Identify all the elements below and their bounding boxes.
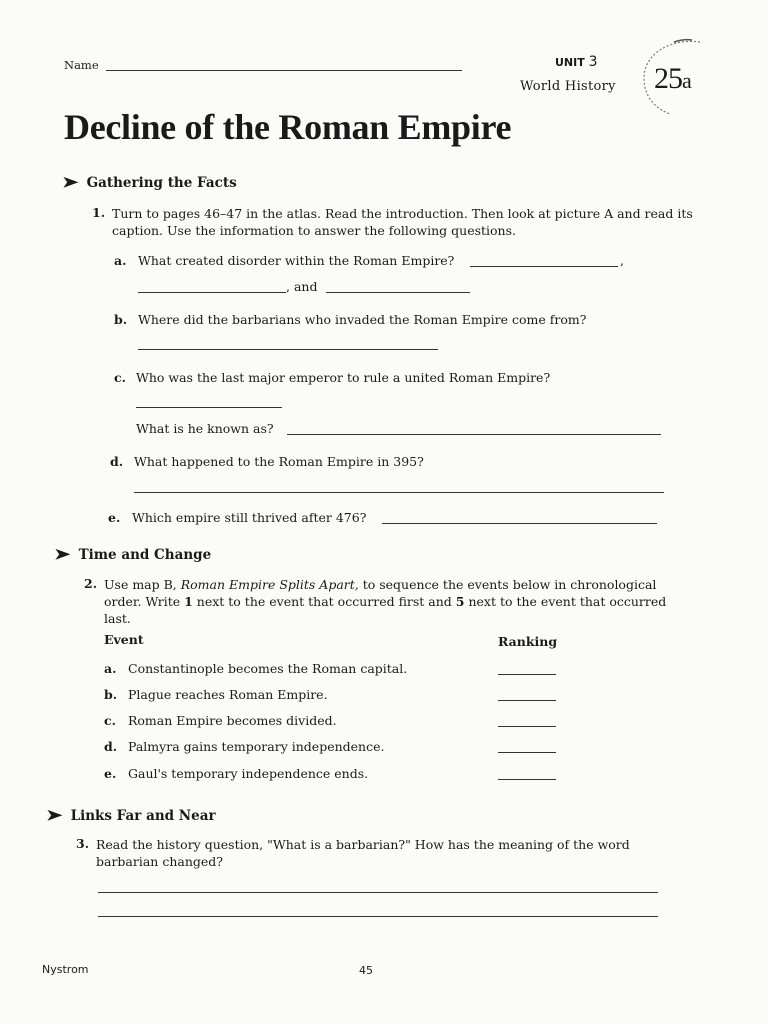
q1d-text: What happened to the Roman Empire in 395? (134, 454, 424, 469)
event-label: a. (104, 661, 117, 676)
col-ranking-header: Ranking (498, 634, 558, 649)
q1c-blank-2[interactable] (287, 434, 661, 435)
q1c-followup: What is he known as? (136, 421, 274, 436)
q1d-blank[interactable] (134, 492, 664, 493)
q1e-blank[interactable] (382, 523, 657, 524)
event-text: Palmyra gains temporary independence. (128, 739, 385, 754)
unit-number: 3 (588, 54, 598, 70)
q2-number: 2. (84, 576, 98, 591)
q3-number: 3. (76, 836, 90, 851)
q1a-sep-2: , and (286, 279, 318, 294)
section-heading-gathering: ➤ Gathering the Facts (62, 173, 237, 191)
course-label: World History (520, 79, 616, 94)
arrow-icon: ➤ (46, 806, 63, 824)
event-text: Plague reaches Roman Empire. (128, 687, 328, 702)
ranking-blank[interactable] (498, 700, 556, 701)
lesson-number: 25a (654, 62, 691, 95)
lesson-badge (630, 34, 716, 120)
section-heading-time: ➤ Time and Change (54, 545, 212, 563)
q1c-blank-1[interactable] (136, 407, 282, 408)
q1e-label: e. (108, 510, 121, 525)
q1a-sep-1: , (620, 253, 624, 268)
page-number: 45 (359, 964, 373, 977)
q1b-label: b. (114, 312, 128, 327)
event-label: d. (104, 739, 118, 754)
ranking-blank[interactable] (498, 779, 556, 780)
name-blank[interactable] (106, 70, 462, 71)
event-label: c. (104, 713, 116, 728)
q3-blank-1[interactable] (98, 892, 658, 893)
q1-number: 1. (92, 205, 106, 220)
q1b-blank[interactable] (138, 349, 438, 350)
arrow-icon: ➤ (54, 545, 71, 563)
event-text: Constantinople becomes the Roman capital. (128, 661, 408, 676)
q1c-label: c. (114, 370, 126, 385)
q1e-text: Which empire still thrived after 476? (132, 510, 367, 525)
unit-label: UNIT 3 (555, 54, 598, 70)
q1b-text: Where did the barbarians who invaded the Roman Empire come from? (138, 312, 587, 327)
ranking-blank[interactable] (498, 752, 556, 753)
section-heading-links: ➤ Links Far and Near (46, 806, 216, 824)
col-event-header: Event (104, 632, 144, 647)
ranking-blank[interactable] (498, 674, 556, 675)
ranking-blank[interactable] (498, 726, 556, 727)
page-title: Decline of the Roman Empire (64, 107, 512, 147)
event-label: e. (104, 766, 117, 781)
q1a-text: What created disorder within the Roman Empire? (138, 253, 455, 268)
q1d-label: d. (110, 454, 124, 469)
q2-text: Use map B, Roman Empire Splits Apart, to sequence the events below in chronological order. Write 1 next to the event that occurred first and 5 next to the event that occurred last. (104, 577, 667, 626)
q1a-blank-1[interactable] (470, 266, 618, 267)
q1c-text: Who was the last major emperor to rule a united Roman Empire? (136, 370, 551, 385)
footer-publisher: Nystrom (42, 963, 89, 976)
q1a-label: a. (114, 253, 127, 268)
q1a-blank-2[interactable] (138, 292, 286, 293)
name-label: Name (64, 58, 99, 72)
event-text: Gaul's temporary independence ends. (128, 766, 369, 781)
q3-text: Read the history question, "What is a barbarian?" How has the meaning of the word barbarian changed? (96, 837, 630, 869)
q1-text: Turn to pages 46–47 in the atlas. Read the introduction. Then look at picture A and read its caption. Use the information to answer the following questions. (112, 206, 693, 238)
q3-blank-2[interactable] (98, 916, 658, 917)
event-text: Roman Empire becomes divided. (128, 713, 337, 728)
event-label: b. (104, 687, 118, 702)
q1a-blank-3[interactable] (326, 292, 470, 293)
arrow-icon: ➤ (62, 173, 79, 191)
